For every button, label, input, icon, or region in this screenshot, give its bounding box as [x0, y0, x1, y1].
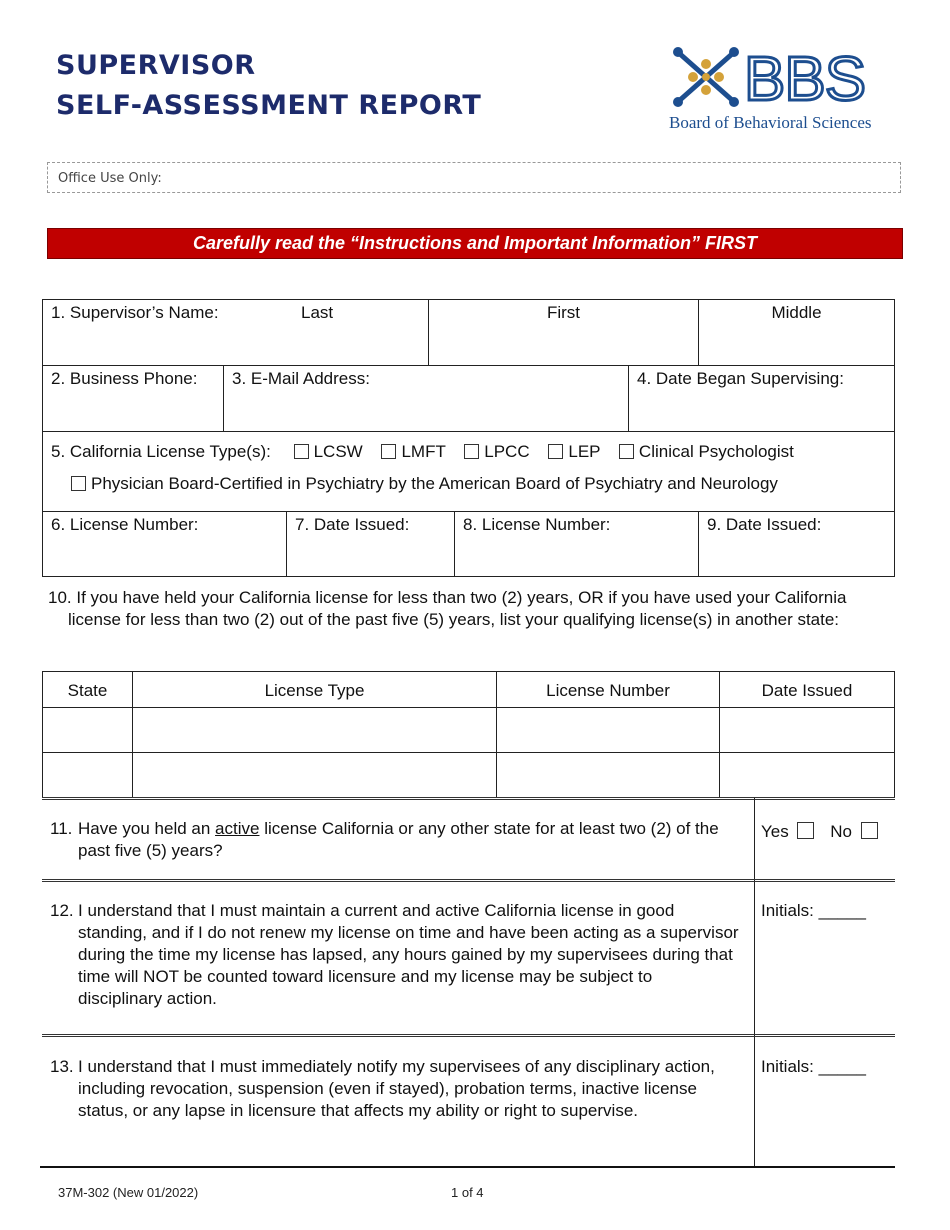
license-type-cell-row-1[interactable] [133, 707, 497, 752]
question-13 [50, 1056, 740, 1122]
date-issued-cell[interactable] [287, 511, 455, 577]
bbs-logo [668, 44, 903, 134]
bbs-logo-mark-icon [668, 44, 903, 134]
clinical-psychologist-label: Clinical Psychologist [638, 442, 794, 461]
first-name-cell[interactable] [429, 299, 699, 365]
business-phone-cell[interactable] [42, 365, 224, 431]
option-lcsw[interactable] [294, 442, 363, 461]
divider-12-13 [42, 1034, 895, 1037]
question-12 [50, 900, 740, 1010]
option-lpcc[interactable] [464, 442, 529, 461]
question-11-text-a: Have you held an [78, 819, 216, 838]
page-title [56, 46, 481, 126]
office-use-box [47, 162, 901, 193]
license-number-2-label: 8. License Number: [463, 515, 611, 534]
middle-name-label: Middle [771, 303, 822, 322]
date-issued-2-cell[interactable] [699, 511, 895, 577]
clinical-psychologist-checkbox[interactable] [619, 444, 634, 459]
license-number-cell-row-2[interactable] [497, 752, 720, 798]
lep-checkbox[interactable] [548, 444, 563, 459]
question-11 [50, 818, 740, 862]
lcsw-checkbox[interactable] [294, 444, 309, 459]
divider-11-12 [42, 879, 895, 882]
divider-top [42, 797, 895, 800]
supervisor-name-label: 1. Supervisor’s Name: [51, 303, 219, 322]
question-12-initials[interactable]: Initials: _____ [761, 901, 866, 920]
title-line-2: SELF-ASSESSMENT REPORT [56, 90, 482, 121]
email-label: 3. E-Mail Address: [232, 369, 370, 388]
last-name-label: Last [301, 303, 334, 322]
lmft-checkbox[interactable] [381, 444, 396, 459]
date-issued-2-label: 9. Date Issued: [707, 515, 822, 534]
question-12-text: I understand that I must maintain a current and active California license in good standing, and if I do not renew my license on time and have been acting as a supervisor during the time my license has lapsed, any hours gained by my supervisees during that time will NOT be counted toward licensure and my license may be subject to disciplinary action. [78, 901, 739, 1008]
option-clinical-psychologist[interactable] [619, 442, 794, 461]
office-use-label: Office Use Only: [58, 171, 162, 186]
state-cell-row-2[interactable] [42, 752, 133, 798]
license-number-cell-row-1[interactable] [497, 707, 720, 752]
middle-name-cell[interactable] [699, 299, 895, 365]
lcsw-label: LCSW [313, 442, 363, 461]
license-number-2-cell[interactable] [455, 511, 699, 577]
date-issued-label: 7. Date Issued: [295, 515, 410, 534]
physician-checkbox[interactable] [71, 476, 86, 491]
lpcc-label: LPCC [484, 442, 530, 461]
question-11-answer [761, 821, 883, 843]
question-12-number: 12. [50, 901, 74, 920]
business-phone-label: 2. Business Phone: [51, 369, 198, 388]
column-divider [754, 798, 755, 1168]
column-header-license-number: License Number [497, 671, 720, 707]
column-header-date-issued: Date Issued [720, 671, 895, 707]
lep-label: LEP [568, 442, 601, 461]
supervisor-name-cell[interactable] [42, 299, 429, 365]
date-issued-cell-row-2[interactable] [720, 752, 895, 798]
no-checkbox[interactable] [861, 822, 878, 839]
date-began-label: 4. Date Began Supervising: [637, 369, 844, 388]
license-type-cell [42, 431, 895, 511]
lpcc-checkbox[interactable] [464, 444, 479, 459]
question-13-text: I understand that I must immediately notify my supervisees of any disciplinary action, including revocation, suspension (even if stayed), probation terms, inactive license status, or any lapse in licensure that affects my ability or right to supervise. [78, 1057, 715, 1120]
logo-subtitle: Board of Behavioral Sciences [669, 113, 872, 132]
no-label: No [830, 822, 852, 841]
page-number: 1 of 4 [451, 1185, 484, 1200]
column-header-license-type: License Type [133, 671, 497, 707]
question-11-underlined: active [215, 819, 260, 838]
instructions-banner: Carefully read the “Instructions and Important Information” FIRST [47, 228, 903, 259]
first-name-label: First [546, 303, 581, 322]
date-began-cell[interactable] [629, 365, 895, 431]
title-line-1: SUPERVISOR [56, 50, 256, 81]
form-id: 37M-302 (New 01/2022) [58, 1185, 199, 1200]
column-header-state: State [42, 671, 133, 707]
question-10-text: 10. If you have held your California license for less than two (2) years, OR if you have used your California license for less than two (2) out of the past five (5) years, list your qualifying license(s) in another state: [48, 588, 847, 629]
option-physician[interactable] [51, 473, 886, 495]
question-11-number: 11. [50, 819, 73, 838]
license-number-label: 6. License Number: [51, 515, 199, 534]
logo-text: BBS [744, 45, 866, 114]
option-lep[interactable] [548, 442, 600, 461]
yes-checkbox[interactable] [797, 822, 814, 839]
bottom-rule [40, 1166, 895, 1168]
email-cell[interactable] [224, 365, 629, 431]
question-13-number: 13. [50, 1057, 74, 1076]
question-11-text-b: license California or any other state for at least two (2) of the past five (5) years? [78, 819, 719, 860]
license-type-cell-row-2[interactable] [133, 752, 497, 798]
question-13-initials[interactable]: Initials: _____ [761, 1057, 866, 1076]
state-cell-row-1[interactable] [42, 707, 133, 752]
physician-label: Physician Board-Certified in Psychiatry by the American Board of Psychiatry and Neurology [91, 474, 778, 493]
option-lmft[interactable] [381, 442, 445, 461]
lmft-label: LMFT [401, 442, 446, 461]
license-type-label: 5. California License Type(s): [51, 442, 271, 461]
date-issued-cell-row-1[interactable] [720, 707, 895, 752]
yes-label: Yes [761, 822, 789, 841]
license-number-cell[interactable] [42, 511, 287, 577]
